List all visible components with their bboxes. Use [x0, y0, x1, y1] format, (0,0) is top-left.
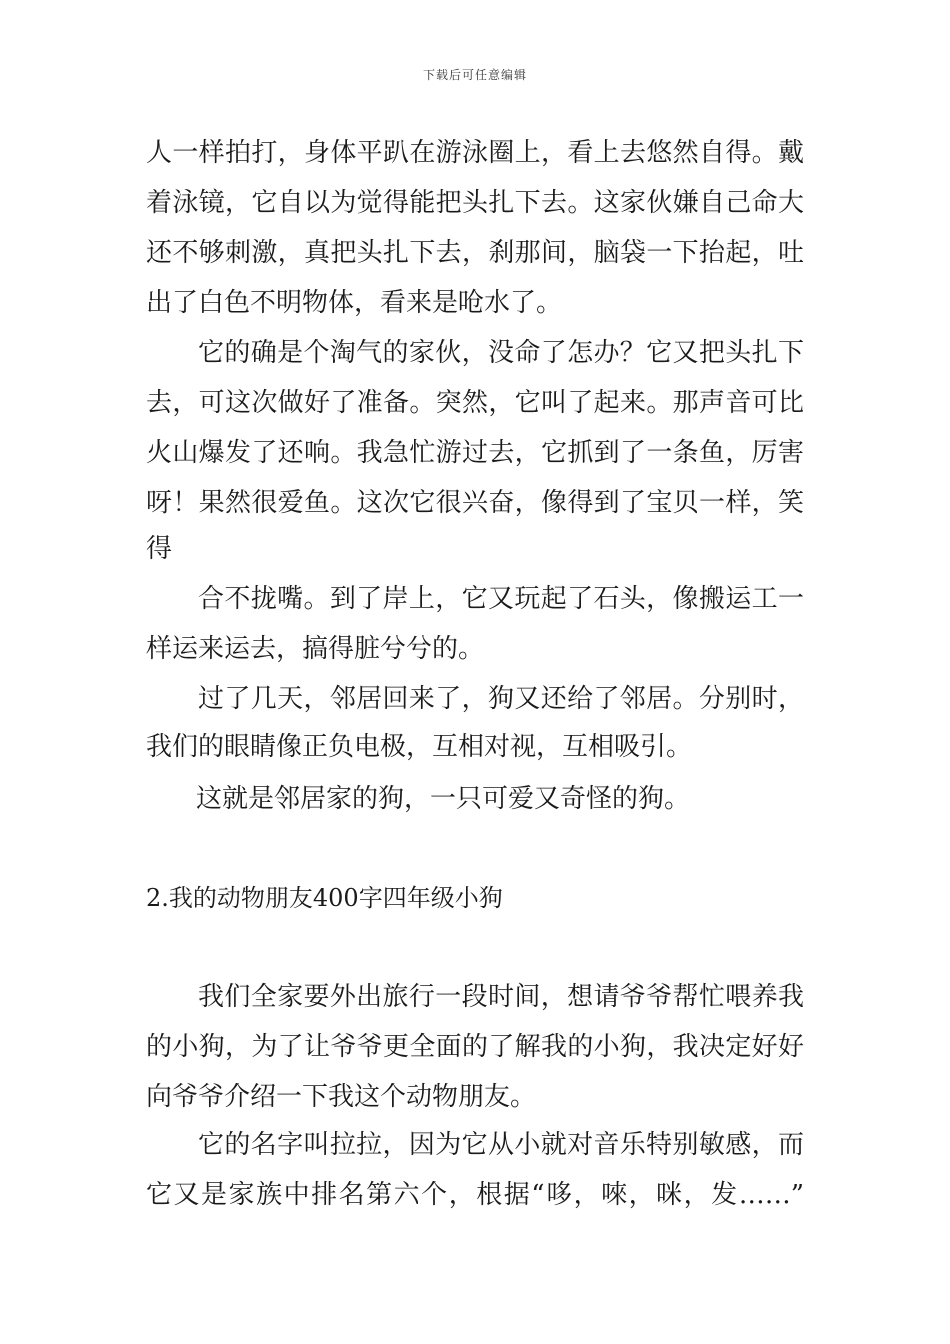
text-line: 这就是邻居家的狗，一只可爱又奇怪的狗。 — [196, 784, 691, 814]
text-line: 还不够刺激，真把头扎下去，刹那间，脑袋一下抬起，吐 — [146, 238, 804, 268]
text-line: 过了几天，邻居回来了，狗又还给了邻居。分别时， — [198, 684, 804, 714]
text-line: 的小狗，为了让爷爷更全面的了解我的小狗，我决定好好 — [146, 1032, 804, 1062]
text-line: 去，可这次做好了准备。突然，它叫了起来。那声音可比 — [146, 388, 804, 418]
text-line: 合不拢嘴。到了岸上，它又玩起了石头，像搬运工一 — [198, 584, 804, 614]
text-line: 它又是家族中排名第六个，根据“哆，唻，咪，发……” — [146, 1180, 804, 1210]
text-line: 人一样拍打，身体平趴在游泳圈上，看上去悠然自得。戴 — [146, 138, 804, 168]
text-line: 出了白色不明物体，看来是呛水了。 — [146, 288, 563, 318]
text-line: 火山爆发了还响。我急忙游过去，它抓到了一条鱼，厉害 — [146, 438, 804, 468]
text-line: 呀！果然很爱鱼。这次它很兴奋，像得到了宝贝一样，笑 — [146, 488, 804, 518]
text-line: 样运来运去，搞得脏兮兮的。 — [146, 634, 485, 664]
text-line: 我们全家要外出旅行一段时间，想请爷爷帮忙喂养我 — [198, 982, 804, 1012]
text-line: 它的名字叫拉拉，因为它从小就对音乐特别敏感，而 — [198, 1130, 804, 1160]
text-line: 得 — [146, 534, 173, 564]
page-header: 下载后可任意编辑 — [422, 68, 527, 82]
text-line: 我们的眼睛像正负电极，互相对视，互相吸引。 — [146, 732, 693, 762]
section-title: 2.我的动物朋友400字四年级小狗 — [146, 884, 503, 912]
text-line: 向爷爷介绍一下我这个动物朋友。 — [146, 1082, 537, 1112]
text-line: 它的确是个淘气的家伙，没命了怎办？它又把头扎下 — [198, 338, 804, 368]
text-line: 着泳镜，它自以为觉得能把头扎下去。这家伙嫌自己命大 — [146, 188, 804, 218]
